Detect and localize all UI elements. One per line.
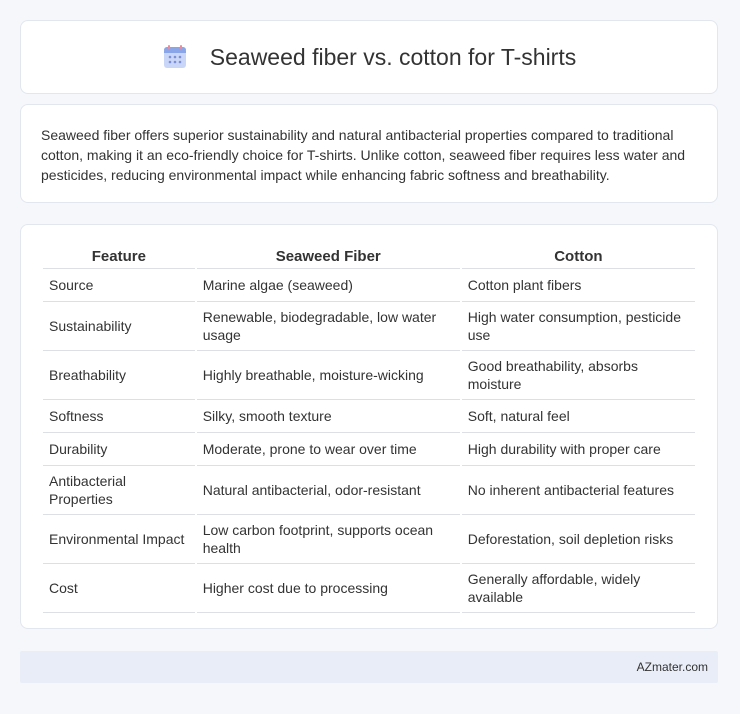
table-row [43, 400, 695, 433]
feature-cell: Cost [43, 564, 195, 613]
cotton-cell: Generally affordable, widely available [462, 564, 695, 613]
seaweed-cell: Highly breathable, moisture-wicking [197, 351, 460, 400]
cotton-cell: High water consumption, pesticide use [462, 302, 695, 351]
table-row [43, 466, 695, 515]
comparison-table-card [20, 224, 718, 629]
feature-cell: Antibacterial Properties [43, 466, 195, 515]
seaweed-cell: Silky, smooth texture [197, 400, 460, 433]
calendar-icon [162, 44, 188, 70]
comparison-table [41, 245, 697, 613]
table-row [43, 351, 695, 400]
feature-cell: Breathability [43, 351, 195, 400]
table-row [43, 515, 695, 564]
feature-cell: Environmental Impact [43, 515, 195, 564]
feature-cell: Softness [43, 400, 195, 433]
header-cotton: Cotton [462, 245, 695, 269]
table-row [43, 302, 695, 351]
table-row [43, 564, 695, 613]
cotton-cell: Cotton plant fibers [462, 269, 695, 302]
intro-paragraph: Seaweed fiber offers superior sustainability and natural antibacterial properties compared to traditional cotton, making it an eco-friendly choice for T-shirts. Unlike cotton, seaweed fiber requires less water and pesticides, reducing environmental impact while enhancing fabric softness and breathability. [41, 127, 686, 183]
title-card [20, 20, 718, 94]
intro-card [20, 104, 718, 203]
feature-cell: Durability [43, 433, 195, 466]
table-row [43, 269, 695, 302]
cotton-cell: Good breathability, absorbs moisture [462, 351, 695, 400]
seaweed-cell: Low carbon footprint, supports ocean health [197, 515, 460, 564]
table-row [43, 433, 695, 466]
header-seaweed-fiber: Seaweed Fiber [197, 245, 460, 269]
page-title: Seaweed fiber vs. cotton for T-shirts [209, 43, 577, 70]
seaweed-cell: Moderate, prone to wear over time [197, 433, 460, 466]
footer-brand: AZmater.com [636, 660, 708, 674]
feature-cell: Sustainability [43, 302, 195, 351]
cotton-cell: Deforestation, soil depletion risks [462, 515, 695, 564]
table-header-row [43, 245, 695, 269]
seaweed-cell: Higher cost due to processing [197, 564, 460, 613]
footer [20, 651, 718, 683]
cotton-cell: High durability with proper care [462, 433, 695, 466]
seaweed-cell: Renewable, biodegradable, low water usage [197, 302, 460, 351]
cotton-cell: Soft, natural feel [462, 400, 695, 433]
feature-cell: Source [43, 269, 195, 302]
cotton-cell: No inherent antibacterial features [462, 466, 695, 515]
seaweed-cell: Natural antibacterial, odor-resistant [197, 466, 460, 515]
header-feature: Feature [43, 245, 195, 269]
seaweed-cell: Marine algae (seaweed) [197, 269, 460, 302]
